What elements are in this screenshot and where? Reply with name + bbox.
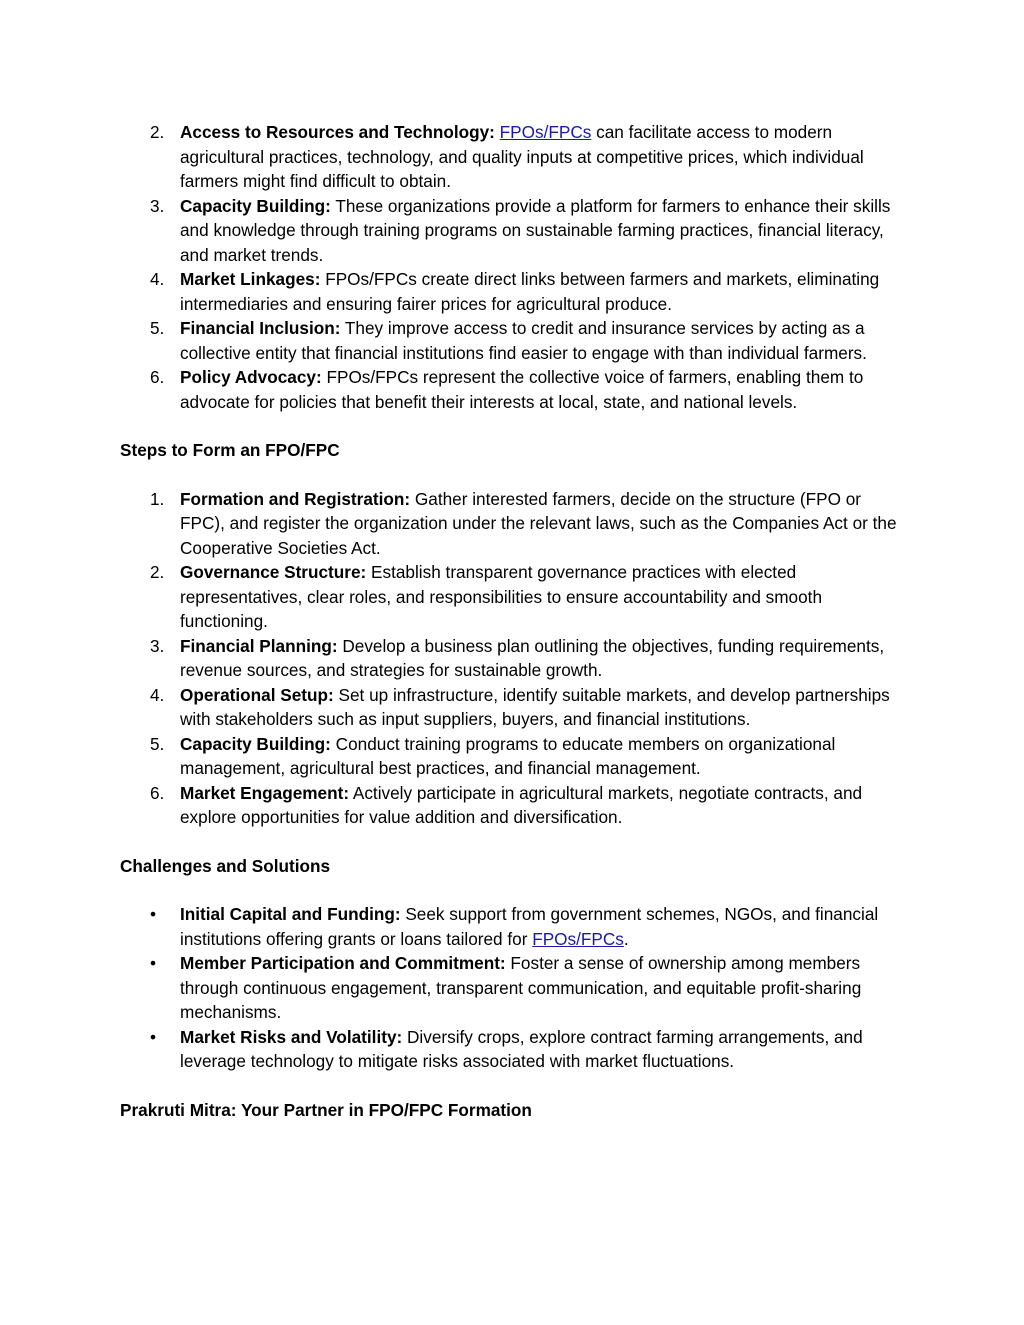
item-title: Financial Planning: — [180, 635, 338, 656]
item-title: Governance Structure: — [180, 562, 367, 582]
list-item — [120, 560, 910, 634]
item-title: Member Participation and Commitment: — [180, 953, 506, 973]
list-number: 4. — [150, 684, 165, 705]
list-item — [120, 951, 910, 1025]
challenges-list — [120, 902, 910, 1074]
list-item — [120, 1025, 910, 1074]
item-title: Market Engagement: — [180, 782, 350, 803]
list-item — [120, 487, 910, 561]
item-text: Seek support from government schemes, NGOs, and financial institutions offering grants or loans tailored for — [180, 904, 879, 949]
challenges-heading: Challenges and Solutions — [120, 855, 331, 876]
item-text: . — [623, 928, 629, 949]
final-heading: Prakruti Mitra: Your Partner in FPO/FPC Formation — [120, 1099, 532, 1120]
item-title: Access to Resources and Technology: — [180, 122, 495, 142]
spacer — [120, 830, 910, 854]
item-title: Financial Inclusion: — [180, 318, 341, 338]
item-title: Initial Capital and Funding: — [180, 904, 401, 924]
list-number: 5. — [150, 318, 165, 338]
list-number: 2. — [150, 562, 165, 582]
item-title: Policy Advocacy: — [180, 367, 322, 387]
fpos-fpcs-link[interactable]: FPOs/FPCs — [499, 122, 592, 142]
item-text: Diversify crops, explore contract farming arrangements, and leverage technology to mitigate risks associated with market fluctuations. — [180, 1026, 863, 1071]
steps-heading: Steps to Form an FPO/FPC — [120, 440, 340, 460]
list-item — [120, 902, 910, 951]
list-item — [120, 120, 910, 194]
item-title: Capacity Building: — [180, 195, 331, 216]
document-content — [120, 120, 910, 1122]
list-item — [120, 732, 910, 781]
item-text: These organizations provide a platform for farmers to enhance their skills and knowledge through training programs on sustainable farming practices, financial literacy, and market trends. — [180, 195, 891, 265]
list-number: 6. — [150, 782, 165, 803]
item-text: Gather interested farmers, decide on the structure (FPO or FPC), and register the organization under the relevant laws, such as the Companies Act or the Cooperative Societies Act. — [180, 488, 897, 558]
item-title: Market Risks and Volatility: — [180, 1026, 403, 1047]
spacer — [120, 1074, 910, 1098]
item-title: Operational Setup: — [180, 684, 334, 705]
item-title: Formation and Registration: — [180, 488, 411, 509]
item-text: Set up infrastructure, identify suitable markets, and develop partnerships with stakeholders such as input suppliers, buyers, and financial institutions. — [180, 684, 890, 729]
item-text: can facilitate access to modern agricultural practices, technology, and quality inputs at competitive prices, which individual farmers might find difficult to obtain. — [180, 122, 864, 191]
item-text: Establish transparent governance practices with elected representatives, clear roles, and responsibilities to ensure accountability and smooth functioning. — [180, 562, 823, 631]
fpos-fpcs-link[interactable]: FPOs/FPCs — [532, 928, 624, 949]
item-text: Conduct training programs to educate members on organizational management, agricultural best practices, and financial management. — [180, 733, 836, 778]
spacer — [120, 463, 910, 487]
item-text: Actively participate in agricultural markets, negotiate contracts, and explore opportunities for value addition and diversification. — [180, 782, 863, 827]
item-title: Capacity Building: — [180, 733, 331, 754]
bullet-icon: • — [150, 953, 157, 973]
list-item — [120, 365, 910, 414]
bullet-icon: • — [150, 904, 157, 924]
list-item — [120, 781, 910, 830]
spacer — [120, 414, 910, 438]
item-text: Develop a business plan outlining the objectives, funding requirements, revenue sources, and strategies for sustainable growth. — [180, 635, 885, 680]
list-number: 6. — [150, 367, 165, 387]
list-number: 3. — [150, 195, 165, 216]
item-text: They improve access to credit and insurance services by acting as a collective entity that financial institutions find easier to engage with than individual farmers. — [180, 318, 867, 363]
list-item — [120, 194, 910, 268]
item-text: FPOs/FPCs represent the collective voice of farmers, enabling them to advocate for policies that benefit their interests at local, state, and national levels. — [180, 367, 864, 412]
list-item — [120, 267, 910, 316]
list-item — [120, 634, 910, 683]
item-text: Foster a sense of ownership among members through continuous engagement, transparent communication, and equitable profit-sharing mechanisms. — [180, 953, 862, 1022]
bullet-icon: • — [150, 1026, 157, 1047]
item-title: Market Linkages: — [180, 269, 321, 289]
list-item — [120, 316, 910, 365]
list-number: 5. — [150, 733, 165, 754]
list-number: 4. — [150, 269, 165, 289]
item-text: FPOs/FPCs create direct links between farmers and markets, eliminating intermediaries and ensuring fairer prices for agricultural produce. — [180, 269, 880, 314]
list-number: 1. — [150, 488, 165, 509]
steps-list — [120, 487, 910, 830]
list-number: 2. — [150, 122, 165, 142]
list-item — [120, 683, 910, 732]
spacer — [120, 878, 910, 902]
list-number: 3. — [150, 635, 165, 656]
benefits-list — [120, 120, 910, 414]
